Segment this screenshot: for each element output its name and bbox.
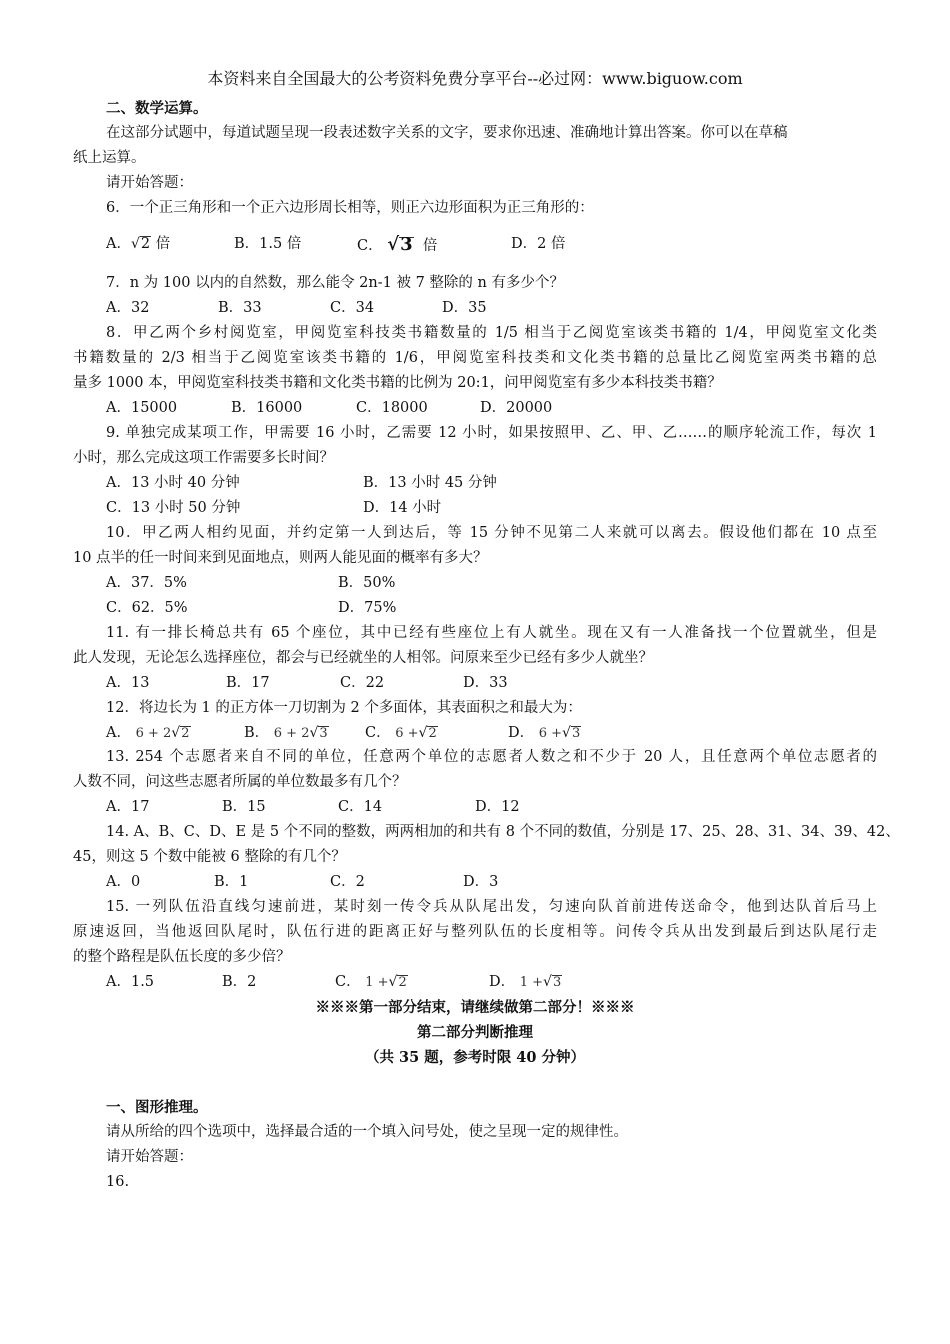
q9-line-2: 小时，那么完成这项工作需要多长时间？ xyxy=(73,450,334,466)
q15-option-c: C． 1 +√2 xyxy=(335,974,407,990)
q11-line-1: 11. 有一排长椅总共有 65 个座位，其中已经有些座位上有人就坐。现在又有一人准备找一个位置就坐，但是 xyxy=(106,625,877,641)
q7-stem: 7．n 为 100 以内的自然数，那么能令 2n-1 被 7 整除的 n 有多少个？ xyxy=(106,275,564,291)
q11-option-c: C．22 xyxy=(340,675,385,691)
q10-option-a: A．37．5% xyxy=(106,575,187,591)
q7-option-b: B．33 xyxy=(218,300,262,316)
part1-end-notice: ※※※第一部分结束，请继续做第二部分！※※※ xyxy=(315,999,635,1016)
q10-line-1: 10．甲乙两人相约见面，并约定第一人到达后，等 15 分钟不见第二人来就可以离去。假设他们都在 10 点至 xyxy=(106,525,877,541)
q8-option-c: C．18000 xyxy=(356,400,428,416)
q6-stem: 6．一个正三角形和一个正六边形周长相等，则正六边形面积为正三角形的： xyxy=(106,200,594,216)
q9-options-row-2 xyxy=(0,496,950,521)
q11-option-a: A．13 xyxy=(106,675,150,691)
intro-line-1: 在这部分试题中，每道试题呈现一段表述数字关系的文字，要求你迅速、准确地计算出答案。你可以在草稿 xyxy=(106,125,788,141)
q12-option-c: C． 6 +√2 xyxy=(365,725,437,741)
q10-line-2: 10 点半的任一时间来到见面地点，则两人能见面的概率有多大？ xyxy=(73,550,488,566)
q8-line-3: 量多 1000 本，甲阅览室科技类书籍和文化类书籍的比例为 20:1，问甲阅览室有多少本科技类书籍？ xyxy=(73,375,722,391)
q11-line-2: 此人发现，无论怎么选择座位，都会与已经就坐的人相邻。问原来至少已经有多少人就坐？ xyxy=(73,650,653,666)
q7-options xyxy=(0,296,950,321)
q8-option-a: A．15000 xyxy=(106,400,178,416)
q14-options xyxy=(0,870,950,895)
q8-options xyxy=(0,396,950,421)
section-title-math: 二、数学运算。 xyxy=(106,100,208,117)
q8-option-d: D．20000 xyxy=(480,400,553,416)
q9-option-d: D．14 小时 xyxy=(363,500,442,516)
q12-option-a: A． 6 + 2√2 xyxy=(106,725,190,741)
q6-options xyxy=(0,232,950,257)
q8-line-1: 8．甲乙两个乡村阅览室，甲阅览室科技类书籍数量的 1/5 相当于乙阅览室该类书籍的 1/4，甲阅览室文化类 xyxy=(106,325,877,341)
q6-option-a: A．√2 倍 xyxy=(106,236,171,252)
q13-option-b: B．15 xyxy=(222,799,266,815)
figure-intro: 请从所给的四个选项中，选择最合适的一个填入问号处，使之呈现一定的规律性。 xyxy=(106,1124,628,1140)
intro-line-2: 纸上运算。 xyxy=(73,150,146,166)
q12-stem: 12．将边长为 1 的正方体一刀切割为 2 个多面体，其表面积之和最大为： xyxy=(106,700,582,716)
q7-option-a: A．32 xyxy=(106,300,150,316)
q6-option-b: B．1.5 倍 xyxy=(234,236,302,252)
q7-option-d: D．35 xyxy=(442,300,487,316)
start-prompt: 请开始答题： xyxy=(106,175,193,191)
q15-options xyxy=(0,970,950,995)
q15-line-3: 的整个路程是队伍长度的多少倍？ xyxy=(73,949,291,965)
q14-option-d: D．3 xyxy=(463,874,499,890)
q11-option-d: D．33 xyxy=(463,675,508,691)
q15-option-a: A．1.5 xyxy=(106,974,155,990)
q15-line-1: 15. 一列队伍沿直线匀速前进，某时刻一传令兵从队尾出发，匀速向队首前进传送命令，他到达队首后马上 xyxy=(106,899,877,915)
q9-option-c: C．13 小时 50 分钟 xyxy=(106,500,241,516)
part2-title: 第二部分判断推理 xyxy=(417,1024,533,1041)
source-header: 本资料来自全国最大的公考资料免费分享平台--必过网：www.biguow.com xyxy=(207,69,743,88)
q6-option-d: D．2 倍 xyxy=(511,236,566,252)
q10-option-c: C．62．5% xyxy=(106,600,188,616)
q13-option-d: D．12 xyxy=(475,799,520,815)
q14-line-1: 14. A、B、C、D、E 是 5 个不同的整数，两两相加的和共有 8 个不同的数值，分别是 17、25、28、31、34、39、42、 xyxy=(106,824,900,840)
q15-option-b: B．2 xyxy=(222,974,257,990)
q10-options-row-2 xyxy=(0,596,950,621)
q8-line-2: 书籍数量的 2/3 相当于乙阅览室该类书籍的 1/6，甲阅览室科技类和文化类书籍的总量比乙阅览室两类书籍的总 xyxy=(73,350,877,366)
q10-option-d: D．75% xyxy=(338,600,397,616)
start-prompt-2: 请开始答题： xyxy=(106,1149,193,1165)
q8-option-b: B．16000 xyxy=(231,400,303,416)
q13-option-c: C．14 xyxy=(338,799,383,815)
part2-subtitle: （共 35 题，参考时限 40 分钟） xyxy=(364,1049,586,1066)
q6-option-c: C． √3 倍 xyxy=(357,234,438,255)
q9-option-b: B．13 小时 45 分钟 xyxy=(363,475,497,491)
q14-option-b: B．1 xyxy=(214,874,249,890)
q15-line-2: 原速返回，当他返回队尾时，队伍行进的距离正好与整列队伍的长度相等。问传令兵从出发到最后到达队尾行走 xyxy=(73,924,877,940)
q14-option-a: A．0 xyxy=(106,874,141,890)
q7-option-c: C．34 xyxy=(330,300,375,316)
q13-options xyxy=(0,795,950,820)
q9-line-1: 9. 单独完成某项工作，甲需要 16 小时，乙需要 12 小时，如果按照甲、乙、甲、乙……的顺序轮流工作，每次 1 xyxy=(106,425,877,441)
q11-option-b: B．17 xyxy=(226,675,270,691)
q14-option-c: C．2 xyxy=(330,874,365,890)
section-title-figure: 一、图形推理。 xyxy=(106,1099,208,1116)
q14-line-2: 45，则这 5 个数中能被 6 整除的有几个？ xyxy=(73,849,346,865)
q12-option-b: B． 6 + 2√3 xyxy=(244,725,328,741)
q9-options-row-1 xyxy=(0,471,950,496)
q13-line-2: 人数不同，问这些志愿者所属的单位数最多有几个？ xyxy=(73,774,407,790)
q13-option-a: A．17 xyxy=(106,799,150,815)
q12-options xyxy=(0,721,950,746)
q12-option-d: D． 6 +√3 xyxy=(508,725,581,741)
q11-options xyxy=(0,671,950,696)
q15-option-d: D． 1 +√3 xyxy=(489,974,562,990)
q9-option-a: A．13 小时 40 分钟 xyxy=(106,475,240,491)
q13-line-1: 13. 254 个志愿者来自不同的单位，任意两个单位的志愿者人数之和不少于 20 人，且任意两个单位志愿者的 xyxy=(106,749,877,765)
q16-number: 16. xyxy=(106,1174,130,1190)
q10-option-b: B．50% xyxy=(338,575,396,591)
q10-options-row-1 xyxy=(0,571,950,596)
